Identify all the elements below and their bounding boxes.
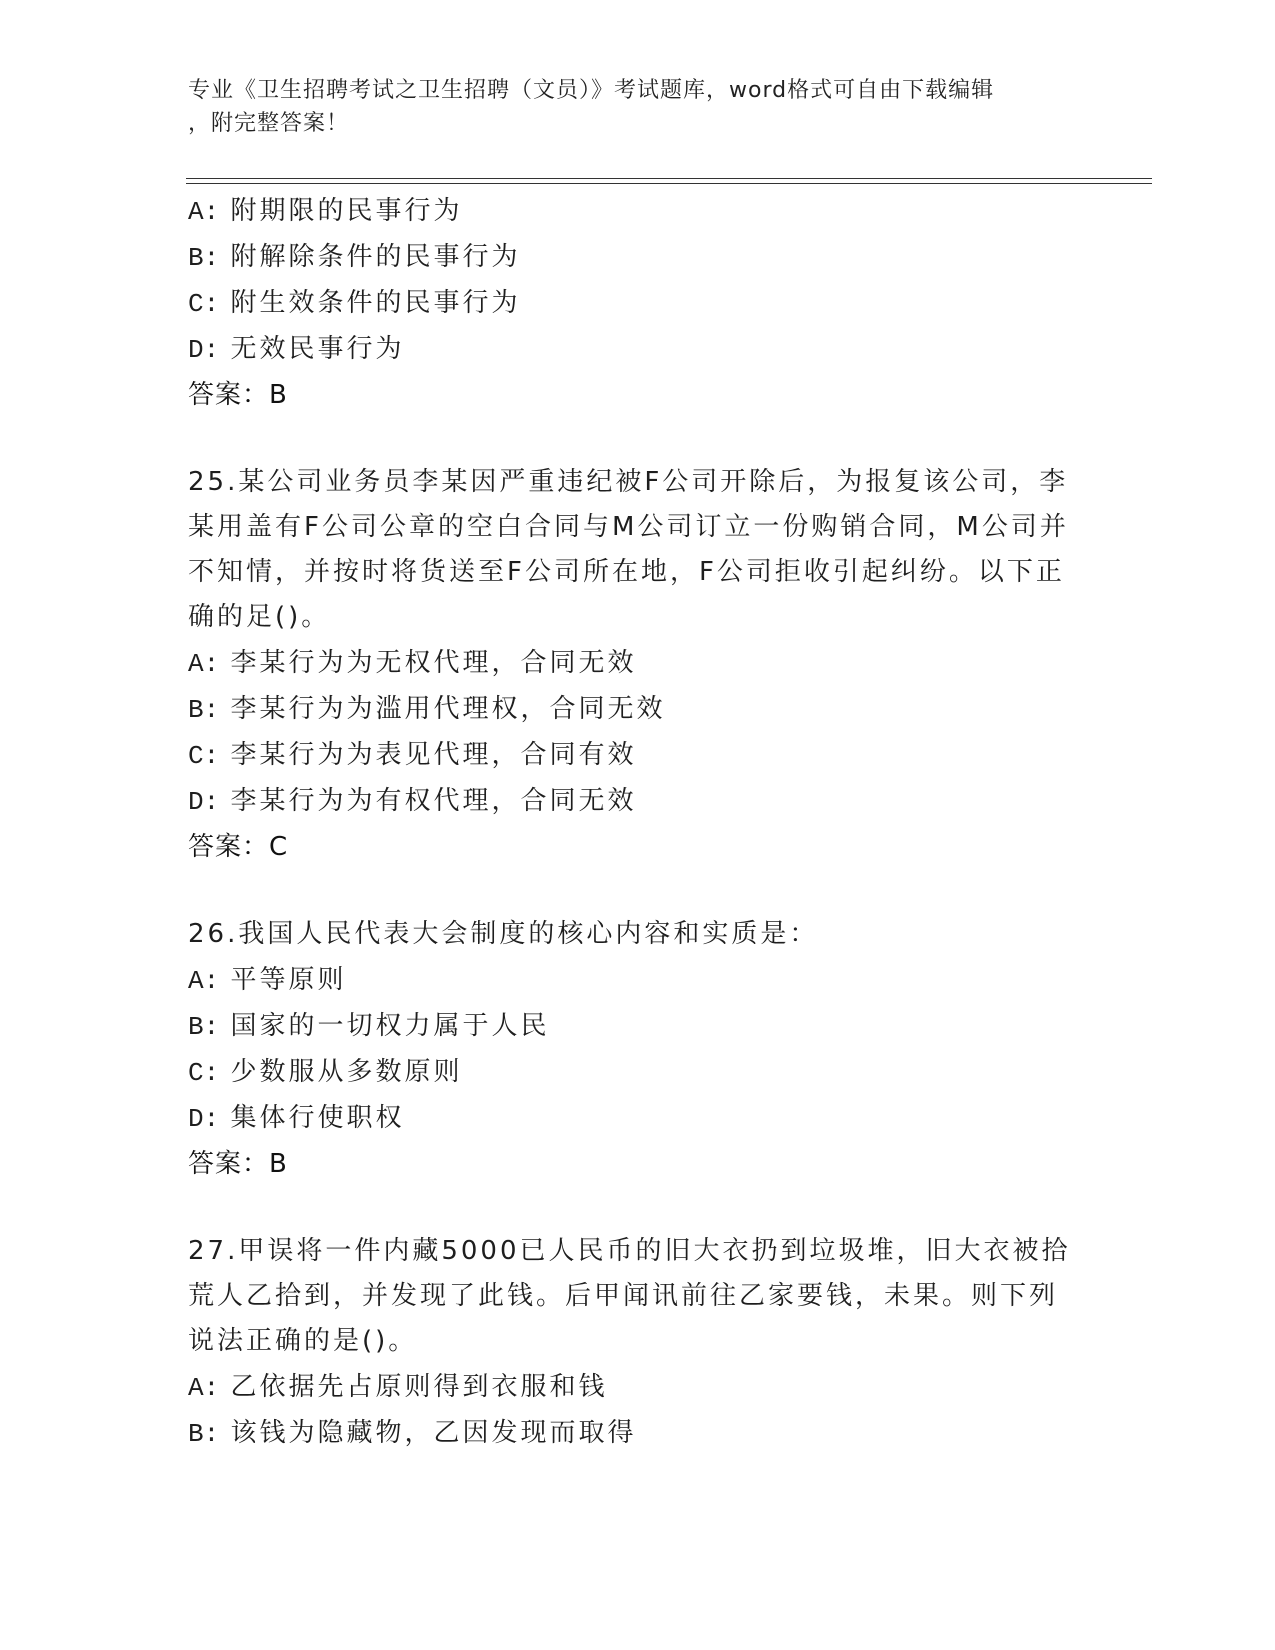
option-b: B: 附解除条件的民事行为 [188,242,521,273]
question-25-stem [188,460,1078,640]
question-24-options [188,188,1088,418]
option-a: A: 乙依据先占原则得到衣服和钱 [188,1372,608,1403]
header-divider-bottom [186,183,1152,184]
answer-line: 答案：C [188,832,289,862]
option-a: A: 平等原则 [188,965,347,996]
question-content [188,188,1088,1456]
document-header [188,74,1088,140]
question-stem-line: 27.甲误将一件内藏5000已人民币的旧大衣扔到垃圾堆，旧大衣被拾 [188,1236,1071,1266]
option-b: B: 李某行为为滥用代理权，合同无效 [188,694,666,725]
question-stem-line: 确的足()。 [188,602,331,632]
question-27-stem [188,1229,1078,1364]
question-25 [188,460,1088,870]
option-a: A: 李某行为为无权代理，合同无效 [188,648,637,679]
header-line-2: ，附完整答案！ [188,111,350,136]
option-b: B: 国家的一切权力属于人民 [188,1011,550,1042]
option-c: C: 附生效条件的民事行为 [188,288,521,319]
question-stem-line: 25.某公司业务员李某因严重违纪被F公司开除后，为报复该公司，李 [188,467,1069,497]
answer-line: 答案：B [188,1149,288,1179]
option-c: C: 李某行为为表见代理，合同有效 [188,740,637,771]
option-c: C: 少数服从多数原则 [188,1057,463,1088]
header-divider-top [186,178,1152,179]
question-26 [188,912,1088,1187]
question-stem-line: 某用盖有F公司公章的空白合同与M公司订立一份购销合同，M公司并 [188,512,1069,542]
question-stem-line: 26.我国人民代表大会制度的核心内容和实质是： [188,919,819,949]
question-stem-line: 荒人乙拾到，并发现了此钱。后甲闻讯前往乙家要钱，未果。则下列 [188,1281,1059,1311]
header-line-1: 专业《卫生招聘考试之卫生招聘（文员）》考试题库，word格式可自由下载编辑 [188,78,995,103]
option-b: B: 该钱为隐藏物，乙因发现而取得 [188,1418,637,1449]
question-26-stem [188,912,1078,957]
question-27 [188,1229,1088,1456]
answer-line: 答案：B [188,380,288,410]
question-stem-line: 说法正确的是()。 [188,1326,418,1356]
question-stem-line: 不知情，并按时将货送至F公司所在地，F公司拒收引起纠纷。以下正 [188,557,1065,587]
option-d: D: 无效民事行为 [188,334,405,365]
option-d: D: 李某行为为有权代理，合同无效 [188,786,637,817]
option-d: D: 集体行使职权 [188,1103,405,1134]
option-a: A: 附期限的民事行为 [188,196,463,227]
